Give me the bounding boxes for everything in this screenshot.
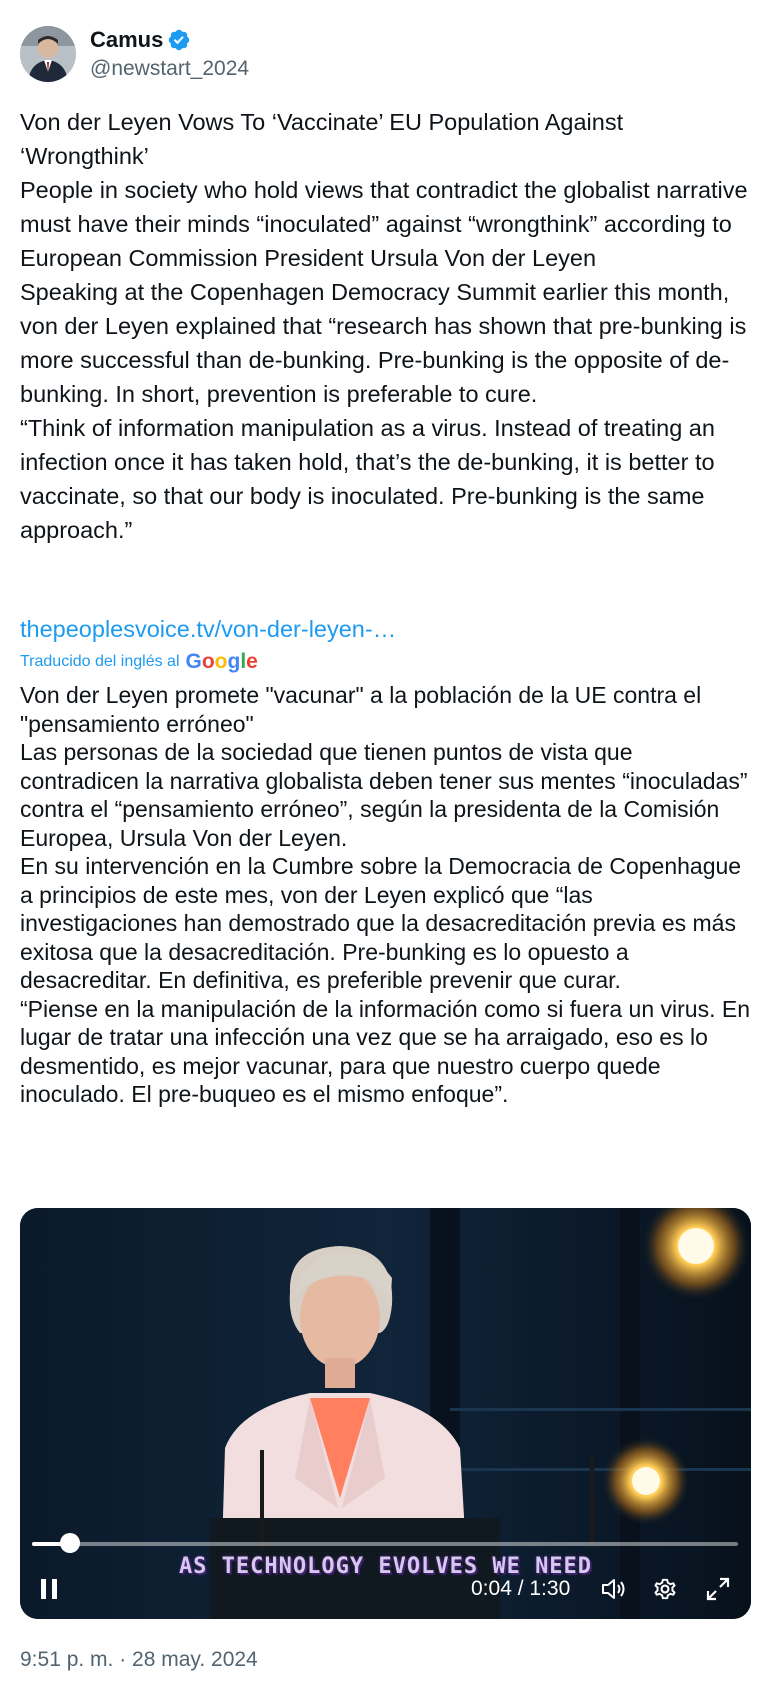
article-link[interactable]: thepeoplesvoice.tv/von-der-leyen-… <box>20 616 397 642</box>
google-logo <box>186 650 258 674</box>
translated-paragraph: Las personas de la sociedad que tienen puntos de vista que contradicen la narrativa globalista deben tener sus mentes “inoculadas” contra el “pensamiento erróneo”, según la presidenta de la Comisión Europea, Ursula Von der Leyen. <box>20 739 748 851</box>
tweet-paragraph: Von der Leyen Vows To ‘Vaccinate’ EU Population Against ‘Wrongthink’ <box>20 109 624 169</box>
google-logo-letter: l <box>240 650 247 673</box>
translation-attribution <box>20 648 258 676</box>
verified-badge-icon[interactable] <box>167 28 191 52</box>
tweet-text <box>20 105 750 547</box>
google-logo-letter: G <box>185 650 202 673</box>
google-logo-letter: e <box>246 650 258 673</box>
google-logo-letter: g <box>227 650 241 673</box>
video-player[interactable] <box>20 1208 751 1619</box>
video-controls <box>20 1570 751 1610</box>
avatar[interactable] <box>20 26 76 82</box>
tweet-paragraph: People in society who hold views that contradict the globalist narrative must have their minds “inoculated” against “wrongthink” according to European Commission President Ursula Von der Leyen <box>20 177 748 271</box>
fullscreen-icon[interactable] <box>705 1576 731 1602</box>
volume-icon[interactable] <box>600 1576 628 1602</box>
translated-paragraph: Von der Leyen promete "vacunar" a la población de la UE contra el "pensamiento erróneo" <box>20 682 702 737</box>
tweet-paragraph: “Think of information manipulation as a virus. Instead of treating an infection once it has taken hold, that’s the de-bunking, it is better to vaccinate, so that our body is inoculated. Pre-bunking is the same approach.” <box>20 415 715 543</box>
avatar-image <box>20 26 76 82</box>
translated-paragraph: En su intervención en la Cumbre sobre la Democracia de Copenhague a principios de este mes, von der Leyen explicó que “las investigaciones han demostrado que la desacreditación previa es más exitosa que la desacreditación. Pre-bunking es lo opuesto a desacreditar. En definitiva, es preferible prevenir que curar. <box>20 853 742 993</box>
google-logo-letter: o <box>201 650 215 673</box>
translated-paragraph: “Piense en la manipulación de la información como si fuera un virus. En lugar de tratar una infección una vez que se ha arraigado, eso es lo desmentido, es mejor vacunar, para que nuestro cuerpo quede inoculado. El pre-buqueo es el mismo enfoque”. <box>20 995 750 1107</box>
author-names <box>90 26 249 82</box>
author-handle[interactable]: @newstart_2024 <box>90 57 250 80</box>
tweet-timestamp[interactable]: 9:51 p. m. · 28 may. 2024 <box>20 1648 258 1671</box>
video-time: 0:04 / 1:30 <box>471 1577 571 1600</box>
tweet-paragraph: Speaking at the Copenhagen Democracy Summit earlier this month, von der Leyen explained that “research has shown that pre-bunking is more successful than de-bunking. Pre-bunking is the opposite of de-bunking. In short, prevention is preferable to cure. <box>20 279 747 407</box>
gear-icon[interactable] <box>652 1576 678 1602</box>
video-progress-bar[interactable] <box>32 1542 738 1546</box>
author-display-name[interactable] <box>90 26 191 54</box>
video-progress-handle[interactable] <box>60 1533 80 1553</box>
tweet-header <box>20 24 749 84</box>
video-caption: AS TECHNOLOGY EVOLVES WE NEED <box>178 1554 593 1579</box>
pause-icon[interactable] <box>36 1576 62 1602</box>
display-name-text[interactable]: Camus <box>90 27 164 52</box>
translated-text <box>20 681 755 1109</box>
google-logo-letter: o <box>214 650 228 673</box>
translation-label[interactable]: Traducido del inglés al <box>20 653 180 670</box>
